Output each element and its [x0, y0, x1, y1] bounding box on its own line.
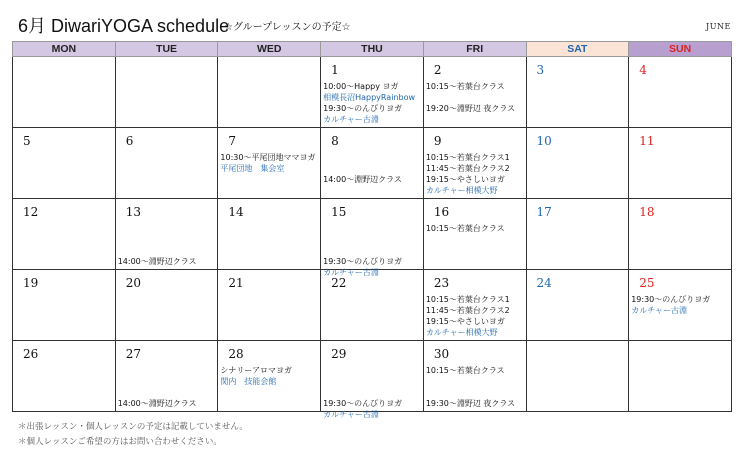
calendar-day-cell[interactable]: [526, 128, 629, 199]
weekday-header-sun: SUN: [629, 42, 732, 57]
footnotes: [18, 420, 248, 450]
day-number: 7: [228, 134, 237, 148]
day-number: 12: [23, 205, 39, 219]
event-text: 19:20～淵野辺 夜クラス: [425, 104, 516, 113]
weekday-header-row: [13, 42, 732, 57]
calendar-day-cell[interactable]: [526, 57, 629, 128]
event-text: 14:00～淵野辺クラス: [323, 175, 402, 184]
calendar-week-row: [13, 341, 732, 412]
page-subtitle: ☆グループレッスンの予定☆: [224, 22, 351, 33]
day-number: 18: [639, 205, 655, 219]
calendar-day-cell[interactable]: [115, 57, 218, 128]
calendar-day-cell[interactable]: [218, 57, 321, 128]
calendar-day-cell[interactable]: [13, 199, 116, 270]
day-number: 16: [433, 205, 450, 219]
day-number: 4: [639, 63, 647, 77]
day-number: 6: [125, 134, 134, 148]
event-text: 14:00～淵野辺クラス: [117, 399, 197, 408]
calendar-day-cell[interactable]: [218, 199, 321, 270]
calendar-week-row: [13, 270, 732, 341]
day-number: 24: [536, 276, 552, 290]
calendar-day-cell[interactable]: [423, 341, 526, 412]
event-location: カルチャー古淵: [631, 306, 687, 315]
event-location: 相模長沼HappyRainbow: [323, 93, 416, 102]
event-text: 10:15～若葉台クラス: [425, 366, 505, 375]
calendar-day-cell[interactable]: [115, 270, 218, 341]
event-text: 19:30～のんびりヨガ: [323, 257, 403, 266]
footnote: ＊出張レッスン・個人レッスンの予定は記載していません。: [18, 422, 248, 432]
weekday-header-wed: WED: [218, 42, 321, 57]
month-label: JUNE: [706, 22, 731, 31]
calendar-day-cell[interactable]: [321, 341, 424, 419]
day-number: 21: [228, 276, 244, 290]
day-number: 27: [125, 347, 141, 361]
day-number: 28: [228, 347, 244, 361]
calendar-day-cell[interactable]: [13, 57, 116, 128]
day-number: 20: [125, 276, 141, 290]
calendar-day-cell[interactable]: [13, 128, 116, 199]
event-text: 19:30～のんびりヨガ: [323, 399, 403, 408]
day-number: 15: [331, 205, 347, 219]
calendar-day-cell[interactable]: [321, 270, 424, 341]
event-location: カルチャー相模大野: [425, 328, 498, 337]
event-location: 平尾団地 集会室: [220, 164, 285, 173]
event-text: 10:15～若葉台クラス: [425, 82, 505, 91]
weekday-header-fri: FRI: [423, 42, 526, 57]
day-number: 1: [331, 63, 339, 77]
calendar-day-cell[interactable]: [423, 128, 526, 199]
day-number: 5: [23, 134, 31, 148]
day-number: 30: [433, 347, 450, 361]
event-text: 19:30～淵野辺 夜クラス: [425, 399, 516, 408]
day-number: 11: [639, 134, 655, 148]
event-text: 10:30～平尾団地ママヨガ: [220, 153, 316, 162]
event-text: 19:30～のんびりヨガ: [323, 104, 403, 113]
event-text: 11:45～若葉台クラス2: [425, 164, 510, 173]
calendar-day-cell[interactable]: [526, 199, 629, 270]
event-text: 19:15～やさしいヨガ: [425, 175, 505, 184]
weekday-header-mon: MON: [13, 42, 116, 57]
calendar-day-cell[interactable]: [526, 341, 629, 412]
calendar-day-cell[interactable]: [629, 270, 732, 341]
day-number: 13: [125, 205, 141, 219]
day-number: 22: [331, 276, 347, 290]
calendar-day-cell[interactable]: [115, 128, 218, 199]
event-text: 10:15～若葉台クラス: [425, 224, 505, 233]
calendar-day-cell[interactable]: [629, 128, 732, 199]
day-number: 2: [433, 63, 442, 77]
weekday-header-sat: SAT: [526, 42, 629, 57]
day-number: 26: [23, 347, 39, 361]
calendar-day-cell[interactable]: [218, 270, 321, 341]
calendar-day-cell[interactable]: [321, 128, 424, 199]
event-location: カルチャー古淵: [323, 115, 379, 124]
calendar-day-cell[interactable]: [423, 199, 526, 270]
calendar-week-row: [13, 199, 732, 270]
day-number: 10: [536, 134, 552, 148]
event-location: 関内 技能会館: [220, 377, 277, 386]
weekday-header-thu: THU: [321, 42, 424, 57]
calendar-day-cell[interactable]: [629, 341, 732, 412]
calendar-day-cell[interactable]: [423, 57, 526, 128]
event-text: 10:15～若葉台クラス1: [425, 295, 510, 304]
calendar-day-cell[interactable]: [115, 199, 218, 270]
day-number: 17: [536, 205, 552, 219]
calendar-day-cell[interactable]: [629, 199, 732, 270]
calendar-day-cell[interactable]: [321, 57, 424, 128]
calendar-day-cell[interactable]: [13, 270, 116, 341]
calendar-day-cell[interactable]: [629, 57, 732, 128]
day-number: 23: [433, 276, 450, 290]
day-number: 14: [228, 205, 244, 219]
weekday-header-tue: TUE: [115, 42, 218, 57]
day-number: 9: [433, 134, 442, 148]
event-text: 19:15～やさしいヨガ: [425, 317, 505, 326]
event-location: カルチャー相模大野: [425, 186, 498, 195]
event-text: 10:15～若葉台クラス1: [425, 153, 510, 162]
event-text: 11:45～若葉台クラス2: [425, 306, 510, 315]
calendar-day-cell[interactable]: [115, 341, 218, 412]
day-number: 8: [331, 134, 339, 148]
calendar-grid: [12, 41, 732, 419]
event-text: 14:00～淵野辺クラス: [117, 257, 197, 266]
day-number: 3: [536, 63, 545, 77]
event-location: カルチャー古淵: [323, 410, 379, 419]
day-number: 29: [331, 347, 347, 361]
calendar-day-cell[interactable]: [13, 341, 116, 412]
day-number: 19: [23, 276, 39, 290]
calendar-day-cell[interactable]: [218, 341, 321, 412]
event-text: 19:30～のんびりヨガ: [631, 295, 711, 304]
event-text: 10:00～Happy ヨガ: [323, 82, 399, 91]
calendar-day-cell[interactable]: [321, 199, 424, 277]
day-number: 25: [639, 276, 655, 290]
calendar-day-cell[interactable]: [526, 270, 629, 341]
calendar-week-row: [13, 57, 732, 128]
page-title: 6月 DiwariYOGA schedule: [18, 16, 230, 36]
event-location: カルチャー古淵: [323, 268, 379, 277]
footnote: ＊個人レッスンご希望の方はお問い合わせください。: [18, 437, 222, 447]
event-text: シナリーアロマヨガ: [220, 366, 293, 375]
calendar-week-row: [13, 128, 732, 199]
calendar-day-cell[interactable]: [218, 128, 321, 199]
calendar-day-cell[interactable]: [423, 270, 526, 341]
